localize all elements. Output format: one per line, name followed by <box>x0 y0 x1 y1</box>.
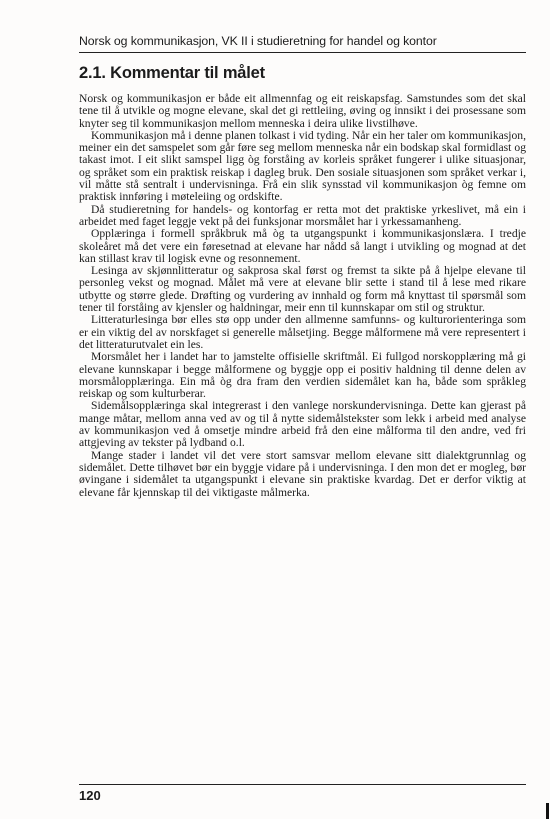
margin-mark <box>546 803 549 819</box>
paragraph: Norsk og kommunikasjon er både eit allmennfag og eit reiskapsfag. Samstundes som det skal tene til å utvikle og mogne elevane, skal det gi rettleiing, øving og innsikt i dei prosessane som knyter seg til kommunikasjon mellom menneska i deira ulike livstilhøve. <box>79 92 526 130</box>
paragraph: Morsmålet her i landet har to jamstelte offisielle skriftmål. Ei fullgod norskopplæring må gi elevane kunnskapar i begge målformene og byggje opp ei positiv haldning til denne delen av morsmålopplæringa. Ein må òg dra fram den verdien sidemålet kan ha, både som språkleg reiskap og som kulturberar. <box>79 350 526 401</box>
paragraph: Sidemålsopplæringa skal integrerast i den vanlege norskundervisninga. Dette kan gjerast på mange måtar, mellom anna ved av og til å nytte sidemålstekster som lekk i arbeid med analyse av kommunikasjon ved å omsetje mindre arbeid frå den eine målforma til den andre, ved fri attgjeving av tekster på lydband o.l. <box>79 399 526 450</box>
paragraph: Opplæringa i formell språkbruk må òg ta utgangspunkt i kommunikasjonslæra. I tredje skoleåret må det vere ein føresetnad at elevane har nådd så langt i utvikling og mognad at det kan stillast krav til logisk evne og resonnement. <box>79 227 526 265</box>
header-rule <box>79 52 526 53</box>
running-header: Norsk og kommunikasjon, VK II i studieretning for handel og kontor <box>79 34 437 48</box>
paragraph: Mange stader i landet vil det vere stort samsvar mellom elevane sitt dialektgrunnlag og sidemålet. Dette tilhøvet bør ein byggje vidare på i undervisninga. I den mon det er mogleg, bør øvingane i sidemålet ta utgangspunkt i elevane sin praktiske kvardag. Det er derfor viktig at elevane får kjennskap til dei viktigaste målmerka. <box>79 448 526 499</box>
section-title: 2.1. Kommentar til målet <box>79 64 265 82</box>
page-number: 120 <box>79 788 101 803</box>
paragraph: Litteraturlesinga bør elles stø opp under den allmenne samfunns- og kulturorienteringa som er ein viktig del av norskfaget si generelle målsetjing. Begge målformene må vere representert i det litteraturutvalet ein les. <box>79 313 526 351</box>
body-text <box>79 93 526 499</box>
paragraph: Kommunikasjon må i denne planen tolkast i vid tyding. Når ein her taler om kommunikasjon, meiner ein det samspelet som går føre seg mellom menneska når ein bodskap skal formidlast og takast imot. I eit slikt samspel ligg òg forståing av korleis språket fungerer i ulike situasjonar, og språket som ein praktisk reiskap i dagleg bruk. Den sosiale situasjonen som språket verkar i, vil måtte stå sentralt i undervisninga. Frå ein slik synsstad vil kommunikasjon òg femne om praktisk innføring i møteleiing og ordskifte. <box>79 128 526 204</box>
paragraph: Lesinga av skjønnlitteratur og sakprosa skal først og fremst ta sikte på å hjelpe elevane til personleg vekst og mognad. Målet må vere at elevane blir sette i stand til å lese med rikare utbytte og større glede. Drøfting og vurdering av innhald og form må knyttast til spørsmål som tener til forståing av kjensler og haldningar, meir enn til kunnskapar om stil og struktur. <box>79 264 526 315</box>
paragraph: Då studieretning for handels- og kontorfag er retta mot det praktiske yrkeslivet, må ein i arbeidet med faget leggje vekt på dei funksjonar morsmålet har i yrkessamanheng. <box>79 202 526 228</box>
footer-rule <box>79 784 526 785</box>
